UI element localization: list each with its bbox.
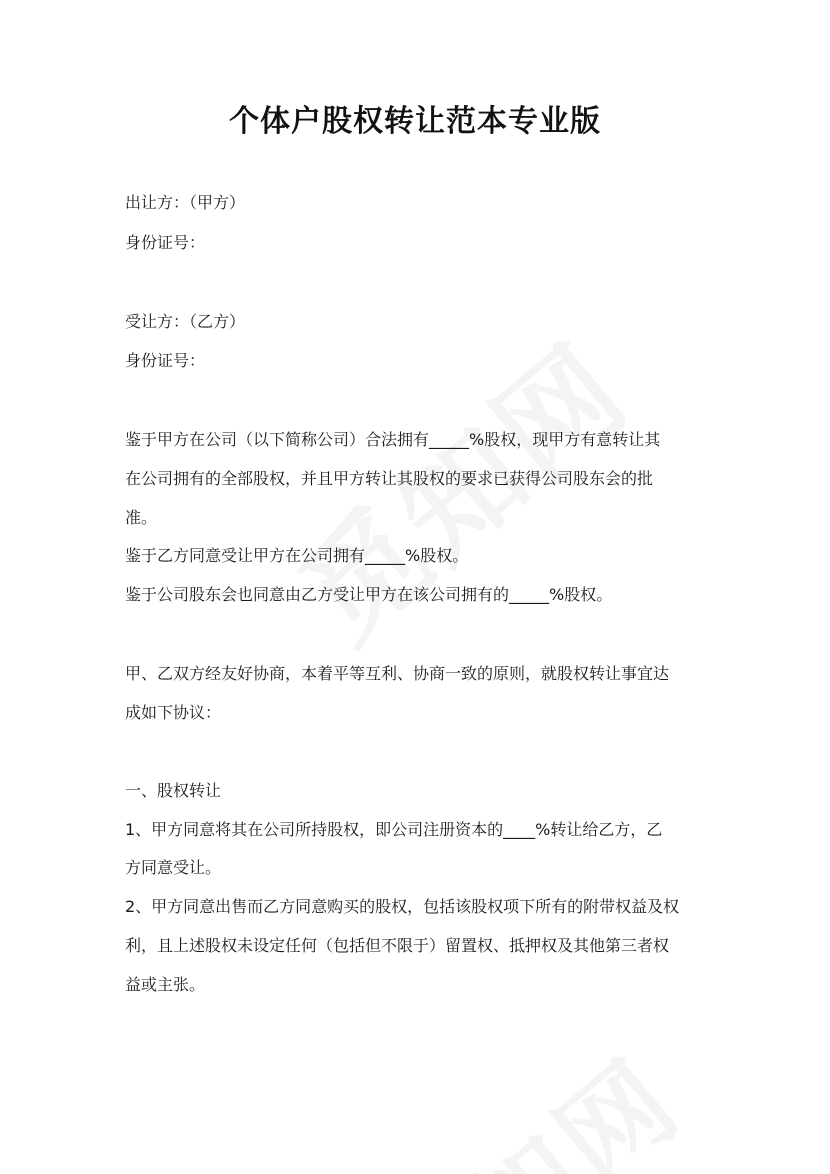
section-1-heading: 一、股权转让 [125,781,222,800]
agreement-intro-line-1: 甲、乙双方经友好协商，本着平等互利、协商一致的原则，就股权转让事宜达 [125,664,670,683]
recital-3: 鉴于公司股东会也同意由乙方受让甲方在该公司拥有的_____%股权。 [125,585,613,604]
clause-2-line-3: 益或主张。 [125,975,206,994]
clause-1-line-2: 方同意受让。 [125,858,222,877]
transferor-id-label: 身份证号： [125,233,206,252]
recital-1-line-1: 鉴于甲方在公司（以下简称公司）合法拥有_____%股权，现甲方有意转让其 [125,430,661,449]
clause-1-line-1: 1、甲方同意将其在公司所持股权，即公司注册资本的____%转让给乙方，乙 [125,820,663,839]
recital-1-line-3: 准。 [125,508,158,527]
clause-2-line-1: 2、甲方同意出售而乙方同意购买的股权，包括该股权项下所有的附带权益及权 [125,897,680,916]
clause-2-line-2: 利，且上述股权未设定任何（包括但不限于）留置权、抵押权及其他第三者权 [125,936,670,955]
watermark [340,1017,708,1174]
agreement-intro-line-2: 成如下协议： [125,703,222,722]
document-title: 个体户股权转让范本专业版 [229,104,601,139]
recital-1-line-2: 在公司拥有的全部股权，并且甲方转让其股权的要求已获得公司股东会的批 [125,469,654,488]
transferee-label: 受让方：（乙方） [125,312,246,331]
transferee-id-label: 身份证号： [125,351,206,370]
transferor-label: 出让方：（甲方） [125,193,246,212]
recital-2: 鉴于乙方同意受让甲方在公司拥有_____%股权。 [125,546,469,565]
